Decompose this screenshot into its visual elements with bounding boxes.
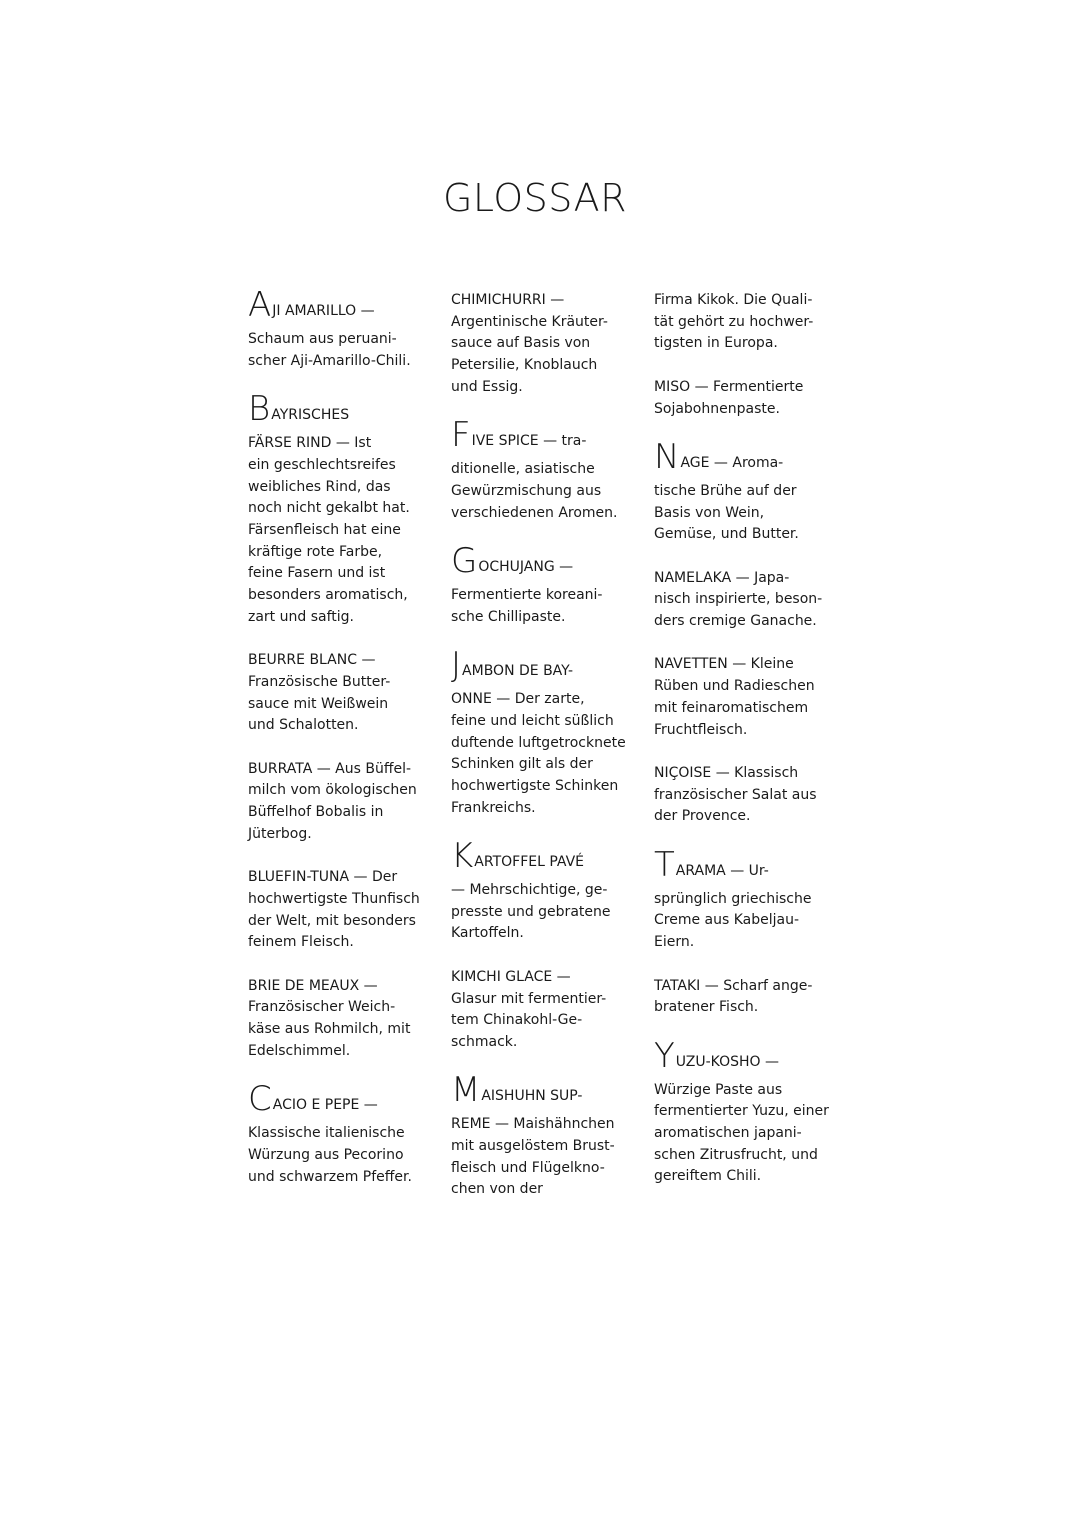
glossary-entry [654, 844, 834, 954]
glossary-entry-line [654, 976, 834, 998]
glossary-entry-line [654, 654, 834, 676]
glossary-entry-line [248, 1145, 428, 1167]
glossary-entry-line [248, 694, 428, 716]
glossary-entry-text: ders cremige Ganache. [654, 613, 817, 630]
glossary-entry-text: KIMCHI GLACE — [451, 968, 571, 985]
glossary-entry-text: Kartoffeln. [451, 925, 524, 942]
glossary-entry-text: nisch inspirierte, beson- [654, 591, 823, 608]
glossary-entry-line [451, 1158, 631, 1180]
glossary-entry-text: Französische Butter- [248, 673, 391, 690]
glossary-entry-line [451, 754, 631, 776]
glossary-entry-line [654, 763, 834, 785]
glossary-entry-line [451, 1179, 631, 1201]
glossary-entry-line [451, 333, 631, 355]
glossary-column-3 [654, 290, 834, 1210]
glossary-entry-text: Frankreichs. [451, 799, 536, 816]
glossary-entry-line [451, 733, 631, 755]
glossary-entry-text: noch nicht gekalbt hat. [248, 500, 410, 517]
glossary-entry-line [654, 1080, 834, 1102]
page-title: GLOSSAR [442, 176, 628, 220]
glossary-entry [654, 654, 834, 741]
glossary-entry-text: Gemüse, und Butter. [654, 526, 799, 543]
glossary-entry-text: AGE — Aroma- [680, 454, 784, 471]
glossary-entry-line [248, 932, 428, 954]
glossary-entry-text: schmack. [451, 1033, 518, 1050]
glossary-entry-line [451, 880, 631, 902]
glossary-entry [248, 650, 428, 737]
glossary-entry-line [654, 889, 834, 911]
drop-cap-letter: B [248, 389, 271, 430]
glossary-entry-line [654, 932, 834, 954]
glossary-entry-text: NAVETTEN — Kleine [654, 656, 794, 673]
glossary-entry-text: Klassische italienische [248, 1125, 405, 1142]
glossary-entry-line [654, 1101, 834, 1123]
glossary-entry-line [248, 1123, 428, 1145]
glossary-entry-text: verschiedenen Aromen. [451, 504, 618, 521]
glossary-entry-text: mit feinaromatischem [654, 699, 809, 716]
glossary-entry-text: Firma Kikok. Die Quali- [654, 292, 813, 308]
glossary-entry [654, 290, 834, 355]
glossary-entry-text: aromatischen japani- [654, 1125, 802, 1142]
glossary-entry-line [451, 415, 631, 459]
glossary-entry-line [248, 780, 428, 802]
glossary-entry-line [248, 911, 428, 933]
glossary-entry-text: NAMELAKA — Japa- [654, 569, 790, 586]
glossary-entry-text: Edelschimmel. [248, 1042, 351, 1059]
glossary-entry-text: Schaum aus peruani- [248, 331, 397, 347]
glossary-entry-text: Petersilie, Knoblauch [451, 357, 598, 374]
glossary-entry-text: käse aus Rohmilch, mit [248, 1021, 411, 1038]
glossary-entry-line [248, 1167, 428, 1189]
glossary-entry-line [248, 824, 428, 846]
glossary-entry [451, 290, 631, 399]
glossary-entry [248, 759, 428, 846]
glossary-entry-text: sauce mit Weißwein [248, 695, 389, 712]
glossary-entry-text: — Mehrschichtige, ge- [451, 882, 608, 898]
glossary-entry-text: Büffelhof Bobalis in [248, 804, 384, 821]
glossary-entry-text: ein geschlechtsreifes [248, 456, 396, 473]
glossary-entry-text: weibliches Rind, das [248, 478, 391, 495]
glossary-entry-line [451, 585, 631, 607]
glossary-entry-line [248, 585, 428, 607]
glossary-entry-text: ONNE — Der zarte, [451, 691, 585, 708]
glossary-entry-line [451, 1010, 631, 1032]
glossary-entry-text: AMBON DE BAY- [462, 663, 574, 680]
glossary-entry-text: Argentinische Kräuter- [451, 313, 608, 330]
glossary-entry-line [451, 902, 631, 924]
glossary-entry-line [654, 377, 834, 399]
glossary-entry [248, 389, 428, 628]
glossary-entry-text: ditionelle, asiatische [451, 461, 595, 478]
drop-cap-letter: K [451, 836, 474, 876]
glossary-entry [654, 568, 834, 633]
glossary-entry-text: chen von der [451, 1181, 543, 1198]
glossary-entry-text: Färsenfleisch hat eine [248, 521, 401, 538]
glossary-entry-line [654, 481, 834, 503]
glossary-entry-line [451, 989, 631, 1011]
glossary-entry-text: Sojabohnenpaste. [654, 400, 780, 417]
drop-cap-letter: G [451, 541, 478, 581]
glossary-entry-text: bratener Fisch. [654, 999, 759, 1016]
glossary-entry-line [248, 285, 428, 329]
glossary-entry [654, 377, 834, 420]
glossary-entry-line [654, 503, 834, 525]
glossary-entry-text: schen Zitrusfrucht, und [654, 1146, 818, 1163]
glossary-entry-line [451, 377, 631, 399]
glossary-entry-line [654, 399, 834, 421]
drop-cap-letter: C [248, 1079, 272, 1120]
glossary-entry-line [654, 568, 834, 590]
glossary-entry-text: besonders aromatisch, [248, 587, 408, 604]
glossary-entry-line [654, 333, 834, 355]
glossary-entry-line [248, 542, 428, 564]
glossary-entry-text: mit ausgelöstem Brust- [451, 1138, 615, 1154]
glossary-entry-line [654, 312, 834, 334]
glossary-entry-line [654, 1145, 834, 1167]
glossary-entry [654, 976, 834, 1019]
drop-cap-letter: M [451, 1070, 481, 1111]
drop-cap-letter: T [654, 844, 675, 885]
glossary-entry-line [248, 672, 428, 694]
glossary-entry-line [451, 711, 631, 733]
glossary-entry-text: ARAMA — Ur- [675, 862, 769, 879]
glossary-entry-text: Basis von Wein, [654, 504, 765, 521]
glossary-entry-line [248, 563, 428, 585]
glossary-entry-text: französischer Salat aus [654, 786, 817, 803]
glossary-entry-line [248, 976, 428, 998]
glossary-entry-line [654, 1166, 834, 1188]
glossary-entry-line [654, 524, 834, 546]
glossary-entry-line [248, 997, 428, 1019]
drop-cap-letter: F [451, 415, 471, 456]
glossary-entry-text: Glasur mit fermentier- [451, 990, 607, 1007]
glossary-entry-text: Würzung aus Pecorino [248, 1146, 404, 1163]
glossary-entry-text: milch vom ökologischen [248, 782, 417, 799]
glossary-entry-text: BEURRE BLANC — [248, 652, 376, 669]
drop-cap-letter: N [654, 436, 680, 477]
glossary-entry-text: hochwertigste Schinken [451, 777, 619, 794]
glossary-entry-line [248, 455, 428, 477]
glossary-entry-text: Fruchtfleisch. [654, 721, 748, 738]
glossary-entry [654, 763, 834, 828]
glossary-entry-line [248, 1041, 428, 1063]
glossary-entry-text: tät gehört zu hochwer- [654, 313, 814, 330]
glossary-entry-line [654, 436, 834, 481]
glossary-entry [248, 285, 428, 372]
glossary-entry-text: kräftige rote Farbe, [248, 543, 383, 560]
glossary-entry-line [451, 923, 631, 945]
glossary-entry [248, 976, 428, 1063]
glossary-entry-text: Fermentierte koreani- [451, 587, 603, 603]
glossary-entry-text: tem Chinakohl-Ge- [451, 1012, 583, 1029]
glossary-entry [451, 541, 631, 628]
glossary-entry-text: CHIMICHURRI — [451, 292, 565, 308]
glossary-entry-text: fleisch und Flügelkno- [451, 1159, 605, 1176]
glossary-entry [451, 1070, 631, 1201]
glossary-entry-text: AISHUHN SUP- [481, 1088, 583, 1105]
glossary-entry-line [248, 1079, 428, 1123]
glossary-entry-line [654, 806, 834, 828]
glossary-entry-line [451, 967, 631, 989]
glossary-entry-text: presste und gebratene [451, 903, 611, 920]
glossary-entry-text: BLUEFIN-TUNA — Der [248, 869, 398, 886]
glossary-entry-text: hochwertigste Thunfisch [248, 890, 420, 907]
glossary-entry-text: duftende luftgetrocknete [451, 734, 626, 751]
glossary-entry-line [654, 1035, 834, 1080]
glossary-entry [451, 967, 631, 1054]
glossary-entry-line [451, 776, 631, 798]
glossary-entry-text: JI AMARILLO — [272, 303, 375, 319]
glossary-entry-text: Gewürzmischung aus [451, 482, 602, 499]
glossary-entry-text: sauce auf Basis von [451, 335, 591, 352]
glossary-entry-text: ARTOFFEL PAVÉ [474, 854, 585, 870]
glossary-entry-text: IVE SPICE — tra- [471, 433, 587, 450]
glossary-entry-line [248, 351, 428, 373]
glossary-column-2 [451, 290, 631, 1223]
glossary-entry-text: ACIO E PEPE — [272, 1097, 378, 1114]
glossary-entry-line [654, 844, 834, 889]
glossary-entry-line [654, 589, 834, 611]
glossary-entry-line [248, 498, 428, 520]
glossary-entry-line [451, 689, 631, 711]
glossary-entry-line [248, 715, 428, 737]
glossary-entry-line [248, 889, 428, 911]
glossary-entry-text: und Essig. [451, 378, 523, 395]
glossary-entry [248, 867, 428, 954]
glossary-entry-line [248, 329, 428, 351]
glossary-entry-line [451, 355, 631, 377]
glossary-entry-line [654, 720, 834, 742]
glossary-entry-line [654, 997, 834, 1019]
glossary-entry [248, 1079, 428, 1188]
glossary-entry-text: AYRISCHES [271, 407, 350, 424]
glossary-entry-text: feine und leicht süßlich [451, 712, 614, 729]
glossary-entry-line [451, 645, 631, 689]
glossary-entry-line [451, 836, 631, 880]
glossary-entry-line [248, 867, 428, 889]
glossary-column-1 [248, 285, 428, 1210]
glossary-entry-text: BRIE DE MEAUX — [248, 977, 378, 994]
glossary-entry-line [654, 611, 834, 633]
glossary-entry-line [451, 541, 631, 585]
glossary-entry-line [248, 520, 428, 542]
glossary-entry-text: fermentierter Yuzu, einer [654, 1103, 829, 1120]
glossary-entry-line [248, 1019, 428, 1041]
glossary-entry-text: scher Aji-Amarillo-Chili. [248, 352, 411, 369]
glossary-entry-line [451, 1070, 631, 1114]
glossary-entry-line [451, 1136, 631, 1158]
glossary-entry [654, 1035, 834, 1189]
glossary-entry-text: und schwarzem Pfeffer. [248, 1168, 412, 1185]
glossary-entry-text: der Welt, mit besonders [248, 912, 416, 929]
glossary-entry-text: der Provence. [654, 808, 751, 825]
glossary-entry-text: BURRATA — Aus Büffel- [248, 760, 412, 777]
glossary-entry-text: Creme aus Kabeljau- [654, 912, 800, 929]
glossary-entry-line [248, 759, 428, 781]
glossary-entry-text: FÄRSE RIND — Ist [248, 435, 372, 452]
glossary-entry-text: OCHUJANG — [478, 559, 574, 575]
glossary-entry-text: sprünglich griechische [654, 890, 812, 907]
glossary-entry-text: Jüterbog. [248, 825, 312, 842]
glossary-entry-line [451, 481, 631, 503]
glossary-entry-line [451, 607, 631, 629]
glossary-entry-text: Französischer Weich- [248, 999, 396, 1016]
glossary-entry-line [451, 459, 631, 481]
glossary-entry-line [451, 503, 631, 525]
glossary-entry-line [248, 389, 428, 433]
glossary-entry-line [654, 1123, 834, 1145]
glossary-entry-line [248, 607, 428, 629]
glossary-entry-line [451, 798, 631, 820]
drop-cap-letter: J [451, 645, 462, 686]
glossary-entry-line [451, 1032, 631, 1054]
glossary-entry-text: feinem Fleisch. [248, 934, 354, 951]
glossary-entry-line [248, 650, 428, 672]
glossary-entry-line [248, 802, 428, 824]
glossary-entry-text: zart und saftig. [248, 608, 354, 625]
glossary-entry-text: TATAKI — Scharf ange- [654, 977, 813, 994]
glossary-entry [451, 415, 631, 524]
glossary-entry-text: Eiern. [654, 934, 695, 951]
glossary-entry [451, 836, 631, 945]
glossary-entry-line [654, 676, 834, 698]
drop-cap-letter: Y [654, 1035, 675, 1076]
glossary-entry-text: und Schalotten. [248, 717, 359, 734]
glossary-entry-line [451, 312, 631, 334]
glossary-entry-text: NIÇOISE — Klassisch [654, 764, 799, 781]
glossary-entry-text: REME — Maishähnchen [451, 1116, 615, 1133]
glossary-entry [451, 645, 631, 819]
glossary-entry-line [451, 1114, 631, 1136]
glossary-entry-text: UZU-KOSHO — [675, 1053, 779, 1070]
drop-cap-letter: A [248, 285, 272, 325]
glossary-entry [654, 436, 834, 546]
glossary-entry-line [654, 698, 834, 720]
glossary-entry-line [654, 785, 834, 807]
glossary-entry-text: gereiftem Chili. [654, 1168, 762, 1185]
glossary-entry-line [451, 290, 631, 312]
glossary-entry-line [248, 433, 428, 455]
glossary-entry-text: sche Chillipaste. [451, 608, 566, 625]
glossary-entry-text: Würzige Paste aus [654, 1081, 783, 1098]
glossary-entry-text: tische Brühe auf der [654, 482, 797, 499]
glossary-entry-line [654, 290, 834, 312]
glossary-entry-text: Schinken gilt als der [451, 756, 593, 773]
glossary-entry-text: MISO — Fermentierte [654, 378, 804, 395]
glossary-entry-text: tigsten in Europa. [654, 335, 778, 352]
glossary-entry-line [248, 477, 428, 499]
glossary-entry-text: feine Fasern und ist [248, 565, 386, 582]
glossary-entry-text: Rüben und Radieschen [654, 678, 815, 695]
glossary-entry-line [654, 910, 834, 932]
